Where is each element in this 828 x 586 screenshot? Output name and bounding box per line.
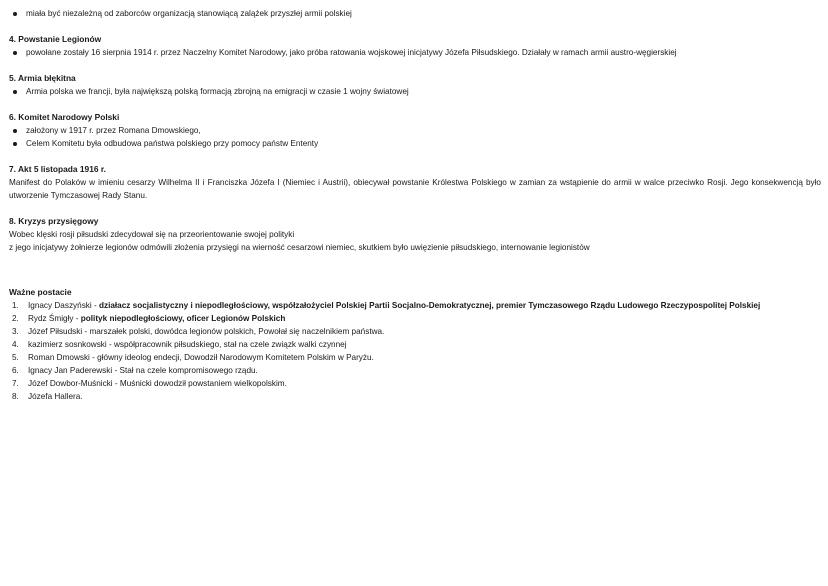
list-item: założony w 1917 r. przez Romana Dmowskiego,: [9, 124, 821, 137]
list-number: 4.: [12, 340, 19, 349]
paragraph: Manifest do Polaków w imieniu cesarzy Wilhelma II i Franciszka Józefa I (Niemiec i Austrii), obiecywał powstanie Królestwa Polskiego w zamian za wstąpienie do armii w walce przeciwko Rosji. Jego konsekwencją było utworzenie Tymczasowej Rady Stanu.: [9, 178, 821, 200]
person-name: Ignacy Jan Paderewski -: [28, 366, 120, 375]
list-number: 1.: [12, 301, 19, 310]
section-heading: 4. Powstanie Legionów: [9, 34, 102, 44]
list-item: powołane zostały 16 sierpnia 1914 r. przez Naczelny Komitet Narodowy, jako próba ratowania wojskowej inicjatywy Józefa Piłsudskiego. Działały w ramach armii austro-węgierskiej: [9, 46, 821, 59]
person-description: Stał na czele kompromisowego rządu.: [119, 366, 258, 375]
bullet-list: [9, 7, 821, 20]
section-heading: 8. Kryzys przysięgowy: [9, 216, 99, 226]
list-item: Armia polska we francji, była największą polską formacją zbrojną na emigracji w czasie 1 wojny światowej: [9, 85, 821, 98]
person-name: Ignacy Daszyński -: [28, 301, 99, 310]
person-description: Muśnicki dowodził powstaniem wielkopolskim.: [119, 379, 287, 388]
bullet-list: [9, 124, 821, 150]
list-item: [9, 299, 821, 312]
section-heading: Ważne postacie: [9, 287, 72, 297]
person-name: Józef Piłsudski -: [28, 327, 90, 336]
list-item: [9, 325, 821, 338]
person-name: Rydz Śmigły -: [28, 314, 81, 323]
list-number: 2.: [12, 314, 19, 323]
section-heading: 5. Armia błękitna: [9, 73, 76, 83]
section-intro: [9, 7, 821, 20]
paragraph-line: Wobec klęski rosji piłsudski zdecydował się na przeorientowanie swojej polityki: [9, 230, 295, 239]
numbered-list: [9, 299, 821, 403]
list-item: [9, 351, 821, 364]
list-item: [9, 312, 821, 325]
person-description: współpracownik piłsudskiego, stał na czele związk walki czynnej: [114, 340, 347, 349]
bullet-list: [9, 85, 821, 98]
section-armia-blekitna: [9, 72, 821, 98]
person-description-bold: działacz socjalistyczny i niepodległościowy, współzałożyciel Polskiej Partii Socjalno-Demokratycznej, premier Tymczasowego Rządu Ludowego Rzeczypospolitej Polskiej: [98, 301, 761, 310]
list-number: 7.: [12, 379, 19, 388]
list-item: Celem Komitetu była odbudowa państwa polskiego przy pomocy państw Ententy: [9, 137, 821, 150]
list-item: [9, 338, 821, 351]
bullet-list: [9, 46, 821, 59]
section-legiony: [9, 33, 821, 59]
section-heading: 7. Akt 5 listopada 1916 r.: [9, 164, 106, 174]
paragraph-line: z jego inicjatywy żołnierze legionów odmówili złożenia przysięgi na wierność cesarzowi niemiec, skutkiem było uwięzienie piłsudskiego, internowanie legionistów: [9, 243, 590, 252]
list-item: [9, 364, 821, 377]
person-description: główny ideolog endecji, Dowodził Narodowym Komitetem Polskim w Paryżu.: [97, 353, 374, 362]
person-description: marszałek polski, dowódca legionów polskich, Powołał się naczelnikiem państwa.: [89, 327, 385, 336]
section-akt-5-listopada: [9, 163, 821, 202]
list-number: 5.: [12, 353, 19, 362]
list-number: 6.: [12, 366, 19, 375]
person-description-bold: polityk niepodległościowy, oficer Legionów Polskich: [80, 314, 286, 323]
section-kryzys-przysiegowy: [9, 215, 821, 254]
person-name: kazimierz sosnkowski -: [28, 340, 114, 349]
list-item: [9, 390, 821, 403]
list-number: 8.: [12, 392, 19, 401]
list-item: miała być niezależną od zaborców organizacją stanowiącą zalążek przyszłej armii polskiej: [9, 7, 821, 20]
section-heading: 6. Komitet Narodowy Polski: [9, 112, 120, 122]
list-number: 3.: [12, 327, 19, 336]
section-knp: [9, 111, 821, 150]
list-item: [9, 377, 821, 390]
section-wazne-postacie: [9, 286, 821, 403]
person-name: Józef Dowbor-Muśnicki -: [28, 379, 120, 388]
document-page: [9, 7, 821, 416]
person-name: Roman Dmowski -: [28, 353, 98, 362]
person-name: Józefa Hallera.: [28, 392, 83, 401]
